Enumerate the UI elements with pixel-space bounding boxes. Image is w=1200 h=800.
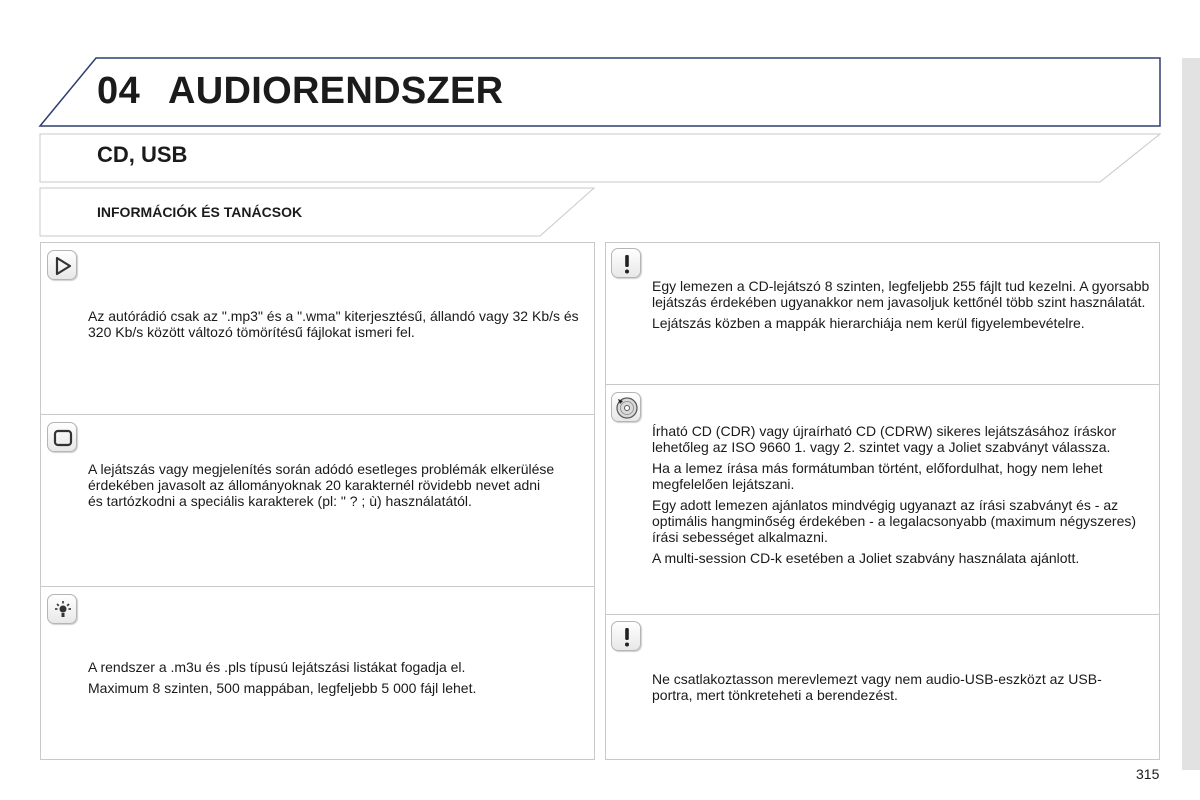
- info-paragraph: Írható CD (CDR) vagy újraírható CD (CDRW) sikeres lejátszásához íráskor lehetőleg az ISO 9660 1. vagy 2. szintet vagy a Joliet szabványt válassza.: [652, 423, 1117, 455]
- subsection-title: INFORMÁCIÓK ÉS TANÁCSOK: [97, 204, 303, 220]
- page-number: 315: [1136, 766, 1160, 782]
- info-paragraph: Lejátszás közben a mappák hierarchiája nem kerül figyelembevételre.: [652, 315, 1085, 331]
- screen-icon: [47, 422, 77, 452]
- chapter-title: AUDIORENDSZER: [168, 70, 504, 112]
- info-text-block: [652, 278, 1152, 331]
- info-paragraph: Ne csatlakoztasson merevlemezt vagy nem audio-USB-eszközt az USB-portra, mert tönkreteheti a berendezést.: [652, 671, 1102, 703]
- divider: [605, 614, 1160, 615]
- cd-icon: [611, 392, 641, 422]
- play-icon: [47, 250, 77, 280]
- info-paragraph: Az autórádió csak az ".mp3" és a ".wma" kiterjesztésű, állandó vagy 32 Kb/s és 320 Kb/s között változó tömörítésű fájlokat ismeri fel.: [88, 308, 579, 340]
- info-paragraph: Ha a lemez írása más formátumban történt, előfordulhat, hogy nem lehet megfelelően lejátszani.: [652, 460, 1103, 492]
- info-text-block: [88, 659, 583, 696]
- lightbulb-icon: [47, 594, 77, 624]
- info-paragraph: Maximum 8 szinten, 500 mappában, legfeljebb 5 000 fájl lehet.: [88, 680, 477, 696]
- chapter-number: 04: [97, 70, 141, 112]
- divider: [605, 384, 1160, 385]
- info-paragraph: Egy adott lemezen ajánlatos mindvégig ugyanazt az írási szabványt és - az optimális hangminőség érdekében - a legalacsonyabb (maximum négyszeres) írási sebességet alkalmazni.: [652, 497, 1137, 545]
- info-text-block: [652, 423, 1152, 566]
- info-paragraph: A multi-session CD-k esetében a Joliet szabvány használata ajánlott.: [652, 550, 1080, 566]
- info-text-block: [652, 671, 1142, 703]
- divider: [40, 414, 595, 415]
- chapter-side-tab: [1182, 58, 1200, 770]
- info-text-block: [88, 461, 558, 509]
- warning-icon: [611, 621, 641, 651]
- divider: [40, 586, 595, 587]
- info-paragraph: Egy lemezen a CD-lejátszó 8 szinten, legfeljebb 255 fájlt tud kezelni. A gyorsabb lejátszás érdekében ugyanakkor nem javasoljuk kettőnél több szint használatát.: [652, 278, 1150, 310]
- info-paragraph: A rendszer a .m3u és .pls típusú lejátszási listákat fogadja el.: [88, 659, 466, 675]
- info-text-block: [88, 308, 583, 340]
- warning-icon: [611, 248, 641, 278]
- section-title: CD, USB: [97, 142, 188, 167]
- info-paragraph: A lejátszás vagy megjelenítés során adódó esetleges problémák elkerülése érdekében javasolt az állományoknak 20 karakternél rövidebb nevet adni és tartózkodni a speciális karakterek (pl: " ? ; ù) használatától.: [88, 461, 555, 509]
